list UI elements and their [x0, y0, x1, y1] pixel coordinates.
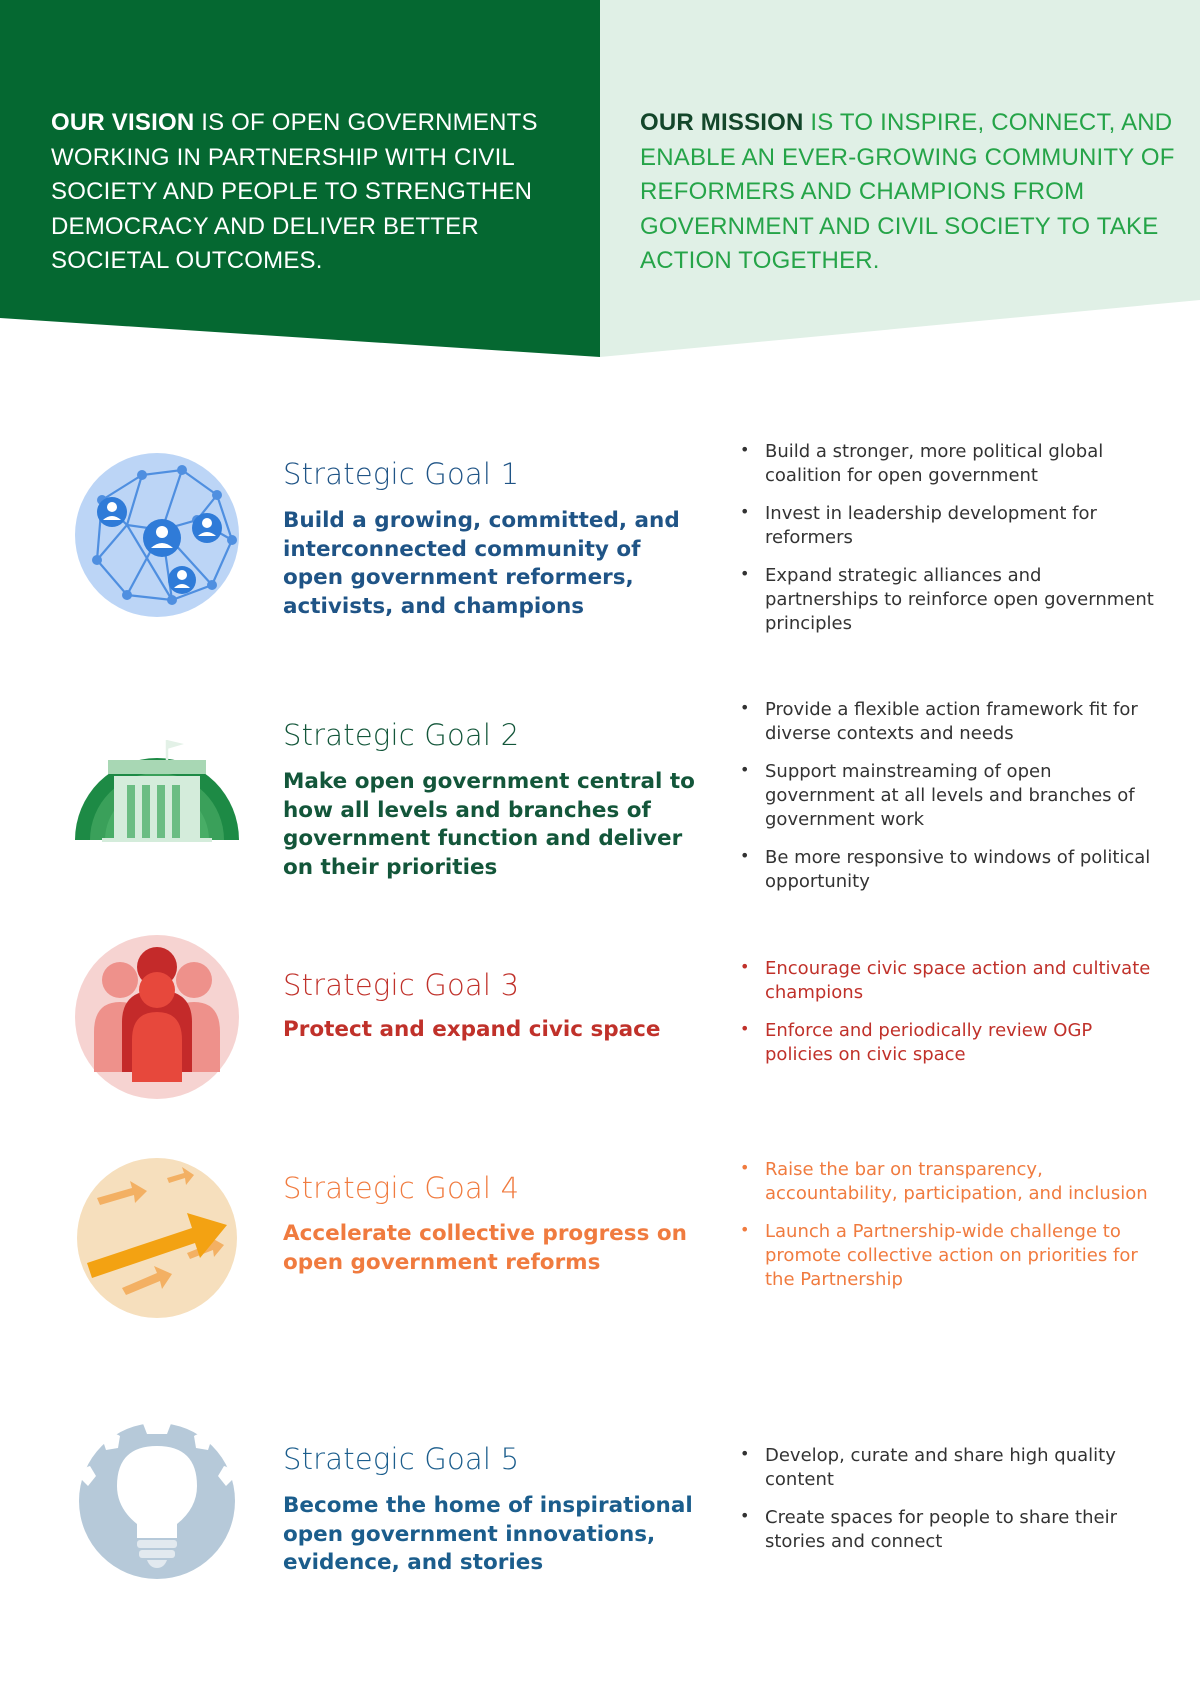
arrows-icon [72, 1153, 242, 1323]
vision-text: IS OF OPEN GOVERNMENTS WORKING IN PARTNERSHIP WITH CIVIL SOCIETY AND PEOPLE TO STRENGTHEN DEMOCRACY AND DELIVER BETTER SOCIETAL OUTCOMES. [51, 109, 538, 274]
goal-description: Protect and expand civic space [283, 1017, 661, 1042]
list-item: • Raise the bar on transparency, accountability, participation, and inclusion [740, 1158, 1160, 1206]
lightbulb-icon [72, 1416, 242, 1586]
list-item: • Provide a flexible action framework fit for diverse contexts and needs [740, 698, 1160, 746]
goal-description: Make open government central to how all levels and branches of government function and deliver on their priorities [283, 769, 695, 880]
list-item: • Invest in leadership development for reformers [740, 502, 1160, 550]
goal-bullet-list [740, 698, 1160, 908]
goal-title: Strategic Goal 4 [283, 1171, 520, 1205]
list-item: • Create spaces for people to share their stories and connect [740, 1506, 1160, 1554]
mission-lead: OUR MISSION [640, 109, 804, 136]
goal-bullet-list [740, 440, 1160, 650]
vision-lead: OUR VISION [51, 109, 195, 136]
goal-title: Strategic Goal 3 [283, 968, 520, 1002]
goal-bullet-list [740, 1444, 1160, 1568]
mission-statement [640, 106, 1180, 279]
vision-statement [51, 106, 571, 279]
government-building-icon [72, 700, 242, 870]
list-item: • Develop, curate and share high quality content [740, 1444, 1160, 1492]
goal-description: Build a growing, committed, and interconnected community of open government reformers, activists, and champions [283, 508, 680, 619]
goal-title: Strategic Goal 5 [283, 1442, 520, 1476]
list-item: • Encourage civic space action and cultivate champions [740, 957, 1160, 1005]
list-item: • Expand strategic alliances and partnerships to reinforce open government principles [740, 564, 1160, 636]
list-item: • Launch a Partnership-wide challenge to promote collective action on priorities for the Partnership [740, 1220, 1160, 1292]
mission-text: IS TO INSPIRE, CONNECT, AND ENABLE AN EVER-GROWING COMMUNITY OF REFORMERS AND CHAMPIONS FROM GOVERNMENT AND CIVIL SOCIETY TO TAKE ACTION TOGETHER. [640, 109, 1175, 274]
goal-title: Strategic Goal 2 [283, 718, 520, 752]
goal-title: Strategic Goal 1 [283, 457, 520, 491]
goal-description: Become the home of inspirational open government innovations, evidence, and stories [283, 1493, 693, 1575]
list-item: • Enforce and periodically review OGP policies on civic space [740, 1019, 1160, 1067]
list-item: • Build a stronger, more political global coalition for open government [740, 440, 1160, 488]
list-item: • Be more responsive to windows of political opportunity [740, 846, 1160, 894]
goal-bullet-list [740, 1158, 1160, 1306]
goal-bullet-list [740, 957, 1160, 1081]
list-item: • Support mainstreaming of open government at all levels and branches of government work [740, 760, 1160, 832]
network-people-icon [72, 450, 242, 620]
goal-description: Accelerate collective progress on open government reforms [283, 1221, 687, 1275]
people-group-icon [72, 932, 242, 1102]
